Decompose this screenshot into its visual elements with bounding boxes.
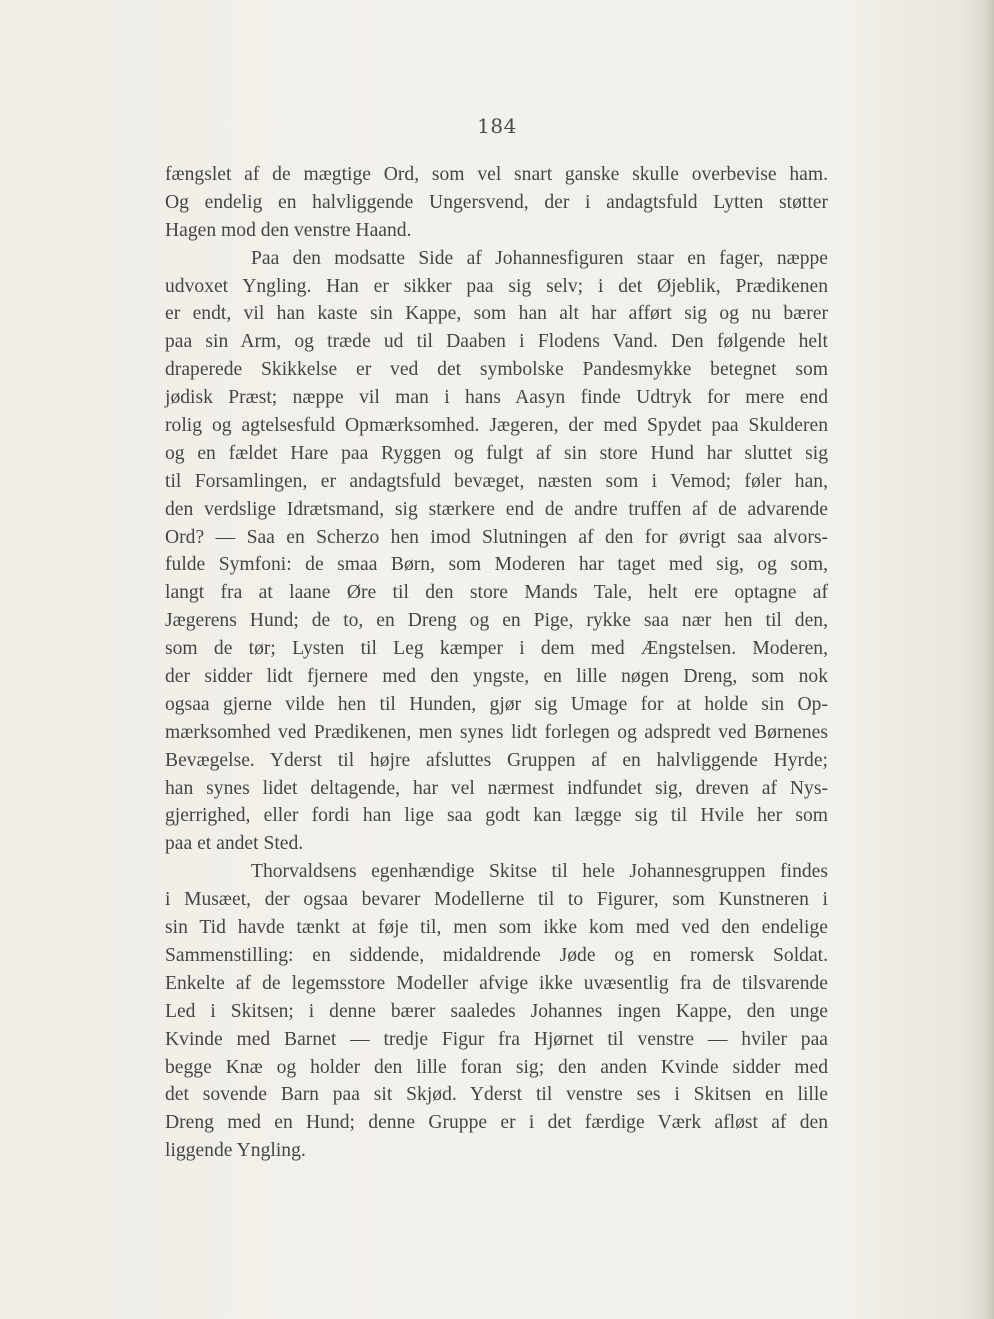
text-line: paa sin Arm, og træde ud til Daaben i Flodens Vand. Den følgende helt	[165, 331, 828, 353]
text-line: gjerrighed, eller fordi han lige saa godt kan lægge sig til Hvile her som	[165, 805, 828, 827]
text-line: Jægerens Hund; de to, en Dreng og en Pige, rykke saa nær hen til den,	[165, 610, 828, 632]
text-line: Hagen mod den venstre Haand.	[165, 219, 412, 241]
page-number: 184	[477, 114, 517, 138]
text-line: liggende Yngling.	[165, 1140, 306, 1162]
text-line: mærksomhed ved Prædikenen, men synes lidt forlegen og adspredt ved Børnenes	[165, 721, 828, 743]
text-line: Thorvaldsens egenhændige Skitse til hele Johannesgruppen findes	[251, 861, 828, 883]
text-line: Bevægelse. Yderst til højre afsluttes Gruppen af en halvliggende Hyrde;	[165, 749, 828, 771]
text-line: i Musæet, der ogsaa bevarer Modellerne til to Figurer, som Kunstneren i	[165, 889, 828, 911]
text-line: Enkelte af de legemsstore Modeller afvige ikke uvæsentlig fra de tilsvarende	[165, 972, 828, 994]
text-line: jødisk Præst; næppe vil man i hans Aasyn finde Udtryk for mere end	[165, 387, 828, 409]
text-line: Paa den modsatte Side af Johannesfiguren staar en fager, næppe	[251, 247, 828, 269]
text-line: udvoxet Yngling. Han er sikker paa sig selv; i det Øjeblik, Prædikenen	[165, 275, 828, 297]
text-line: fulde Symfoni: de smaa Børn, som Moderen har taget med sig, og som,	[165, 554, 828, 576]
text-line: Ord? — Saa en Scherzo hen imod Slutningen af den for øvrigt saa alvors-	[165, 526, 828, 548]
text-line: det sovende Barn paa sit Skjød. Yderst til venstre ses i Skitsen en lille	[165, 1084, 828, 1106]
text-line: langt fra at laane Øre til den store Mands Tale, helt ere optagne af	[165, 582, 828, 604]
text-line: ogsaa gjerne vilde hen til Hunden, gjør sig Umage for at holde sin Op-	[165, 693, 828, 715]
text-line: Sammenstilling: en siddende, midaldrende Jøde og en romersk Soldat.	[165, 944, 828, 966]
text-line: han synes lidet deltagende, har vel nærmest indfundet sig, dreven af Nys-	[165, 777, 828, 799]
text-line: Led i Skitsen; i denne bærer saaledes Johannes ingen Kappe, den unge	[165, 1000, 828, 1022]
text-line: der sidder lidt fjernere med den yngste, en lille nøgen Dreng, som nok	[165, 666, 828, 688]
text-line: den verdslige Idrætsmand, sig stærkere end de andre truffen af de advarende	[165, 498, 828, 520]
text-line: Kvinde med Barnet — tredje Figur fra Hjørnet til venstre — hviler paa	[165, 1028, 828, 1050]
text-line: paa et andet Sted.	[165, 833, 304, 855]
text-line: rolig og agtelsesfuld Opmærksomhed. Jægeren, der med Spydet paa Skulderen	[165, 415, 828, 437]
text-line: som de tør; Lysten til Leg kæmper i dem med Ængstelsen. Moderen,	[165, 638, 828, 660]
text-line: og en fældet Hare paa Ryggen og fulgt af sin store Hund har sluttet sig	[165, 442, 828, 464]
page-edge-shadow	[984, 0, 994, 1319]
text-line: til Forsamlingen, er andagtsfuld bevæget, næsten som i Vemod; føler han,	[165, 470, 828, 492]
text-line: Og endelig en halvliggende Ungersvend, der i andagtsfuld Lytten støtter	[165, 191, 828, 213]
text-line: Dreng med en Hund; denne Gruppe er i det færdige Værk afløst af den	[165, 1112, 828, 1134]
body-text	[165, 161, 828, 1165]
text-line: draperede Skikkelse er ved det symbolske Pandesmykke betegnet som	[165, 359, 828, 381]
text-line: begge Knæ og holder den lille foran sig; den anden Kvinde sidder med	[165, 1056, 828, 1078]
text-line: sin Tid havde tænkt at føje til, men som ikke kom med ved den endelige	[165, 917, 828, 939]
text-line: er endt, vil han kaste sin Kappe, som han alt har afført sig og nu bærer	[165, 303, 828, 325]
text-line: fængslet af de mægtige Ord, som vel snart ganske skulle overbevise ham.	[165, 164, 828, 185]
